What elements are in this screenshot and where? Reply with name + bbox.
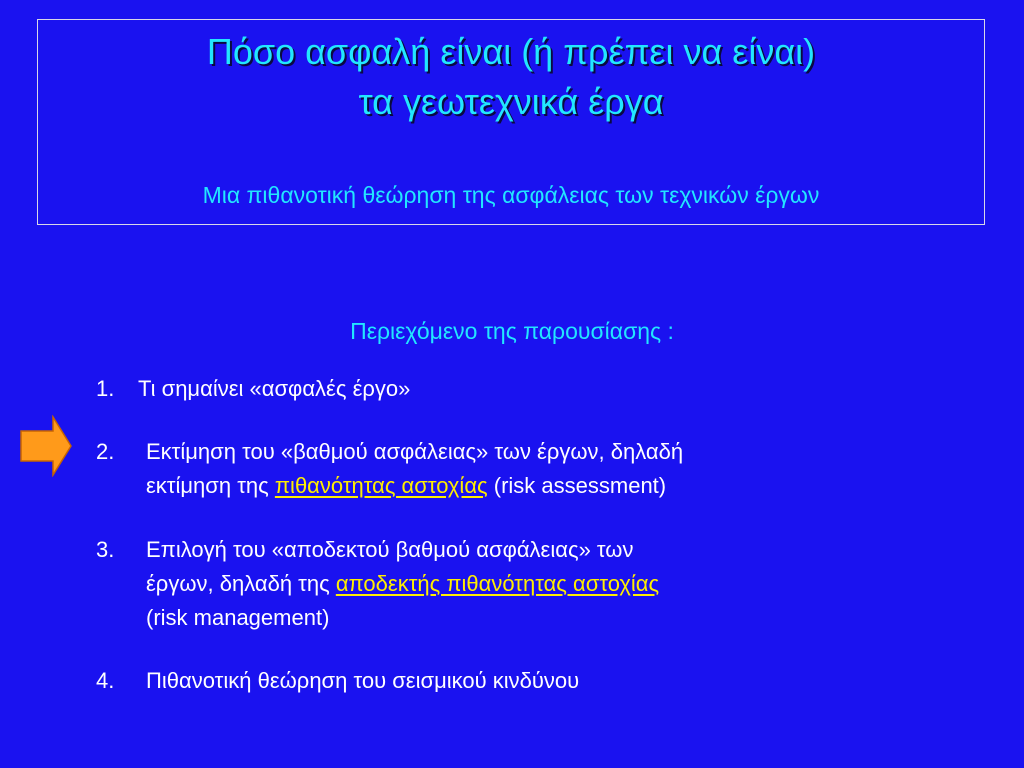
list-item-number: 2. — [96, 439, 115, 464]
contents-heading: Περιεχόμενο της παρουσίασης : — [350, 318, 674, 344]
list-item — [96, 372, 410, 406]
list-item-text: έργων, δηλαδή της — [146, 571, 336, 596]
list-item-number: 1. — [96, 376, 115, 401]
list-item-text: (risk assessment) — [487, 473, 667, 498]
slide-title-line-2: τα γεωτεχνικά έργα — [358, 81, 664, 122]
list-item-number: 4. — [96, 668, 115, 693]
list-item-number: 3. — [96, 537, 115, 562]
highlighted-term: αποδεκτής πιθανότητας αστοχίας — [335, 571, 660, 596]
highlighted-term: πιθανότητας αστοχίας — [274, 473, 488, 498]
list-item — [96, 435, 683, 503]
right-arrow-icon — [19, 415, 73, 477]
list-item — [96, 533, 659, 635]
list-item — [96, 664, 579, 698]
title-box — [37, 19, 985, 225]
list-item-text: Επιλογή του «αποδεκτού βαθμού ασφάλειας» των — [146, 537, 634, 562]
list-item-text: (risk management) — [146, 605, 330, 630]
slide-title-line-1: Πόσο ασφαλή είναι (ή πρέπει να είναι) — [206, 31, 816, 72]
list-item-text: Τι σημαίνει «ασφαλές έργο» — [138, 376, 411, 401]
slide-subtitle: Μια πιθανοτική θεώρηση της ασφάλειας των τεχνικών έργων — [202, 182, 820, 208]
list-item-text: Εκτίμηση του «βαθμού ασφάλειας» των έργων, δηλαδή — [146, 439, 684, 464]
list-item-text: Πιθανοτική θεώρηση του σεισμικού κινδύνου — [146, 668, 580, 693]
list-item-text: εκτίμηση της — [146, 473, 275, 498]
